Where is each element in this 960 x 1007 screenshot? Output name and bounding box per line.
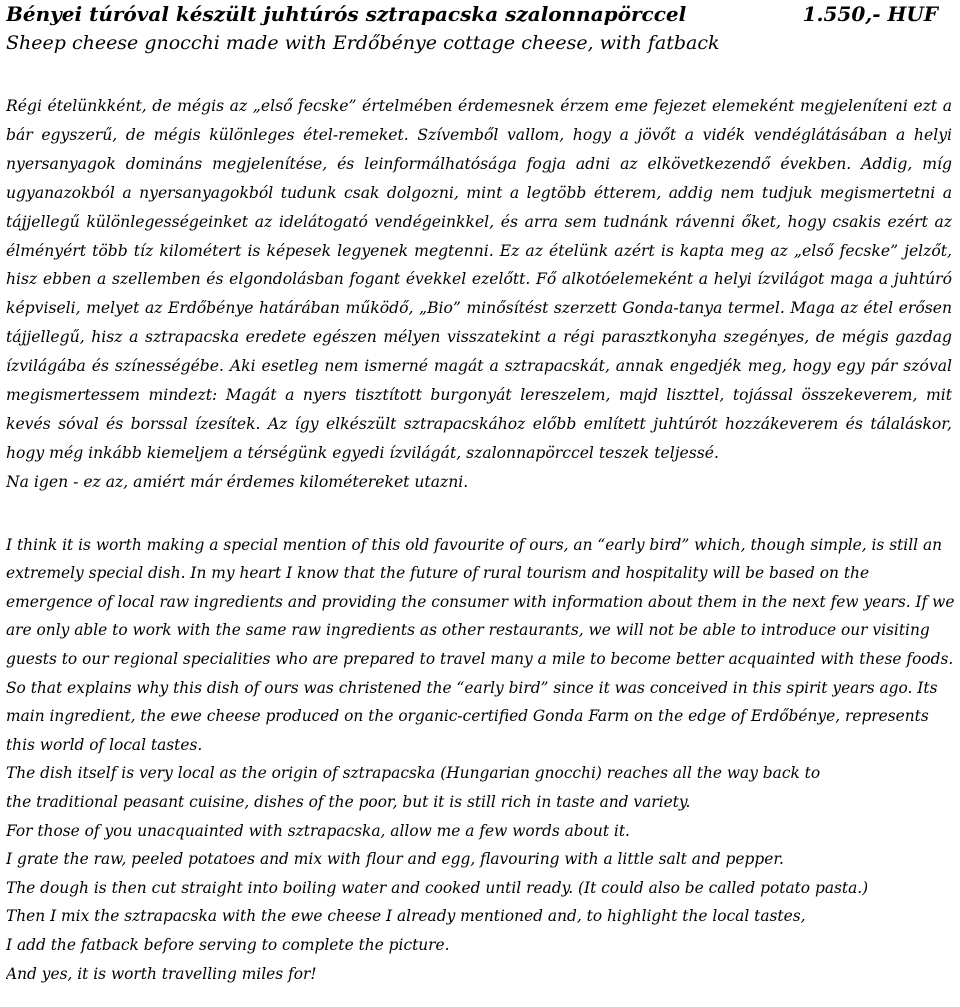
english-intro: I think it is worth making a special mention of this old favourite of ours, an “early bird” which, though simple, is still an extremely special dish. In my heart I know that the future of rural tourism and hospitality will be based on the emergence of local raw ingredients and providing the consumer with information about them in the next few years. If we are only able to work with the same raw ingredients as other restaurants, we will not be able to introduce our visiting guests to our regional specialities who are prepared to travel many a mile to become better acquainted with these foods. So that explains why this dish of ours was christened the “early bird” since it was conceived in this spirit years ago. Its main ingredient, the ewe cheese produced on the organic-certified Gonda Farm on the edge of Erdőbénye, represents this world of local tastes. — [6, 535, 955, 754]
english-line: Then I mix the sztrapacska with the ewe cheese I already mentioned and, to highlight the local tastes, — [6, 907, 806, 926]
english-line: The dough is then cut straight into boiling water and cooked until ready. (It could also be called potato pasta.) — [6, 878, 869, 897]
menu-page — [6, 0, 958, 1007]
english-closing: And yes, it is worth travelling miles for! — [6, 964, 317, 983]
dish-price: 1.550,- HUF — [802, 2, 938, 26]
dish-title-english: Sheep cheese gnocchi made with Erdőbénye cottage cheese, with fatback — [6, 32, 720, 54]
english-line: the traditional peasant cuisine, dishes of the poor, but it is still rich in taste and variety. — [6, 793, 691, 812]
english-line: The dish itself is very local as the origin of sztrapacska (Hungarian gnocchi) reaches all the way back to — [6, 764, 821, 783]
hungarian-body: Régi ételünkként, de mégis az „első fecske” értelmében érdemesnek érzem eme fejezet elemeként megjeleníteni ezt a bár egyszerű, de mégis különleges étel-remeket. Szívemből vallom, hogy a jövőt a vidék vendéglátásában a helyi nyersanyagok domináns megjelenítése, és leinformálhatósága fogja adni az elkövetkezendő években. Addig, míg ugyanazokból a nyersanyagokból tudunk csak dolgozni, mint a legtöbb étterem, addig nem tudjuk megismertetni a tájjellegű különlegességeinket az idelátogató vendégeinkkel, és arra sem tudnánk rávenni őket, hogy csakis ezért az élményért több tíz kilométert is képesek legyenek megtenni. Ez az ételünk azért is kapta meg az „első fecske” jelzőt, hisz ebben a szellemben és elgondolásban fogant évekkel ezelőtt. Fő alkotóelemeként a helyi ízvilágot maga a juhtúró képviseli, melyet az Erdőbénye határában működő, „Bio” minősítést szerzett Gonda-tanya termel. Maga az étel erősen tájjellegű, hisz a sztrapacska eredete egészen mélyen visszatekint a régi parasztkonyha szegényes, de mégis gazdag ízvilágába és színességébe. Aki esetleg nem ismerné magát a sztrapacskát, annak engedjék meg, hogy egy pár szóval megismertessem mindezt: Magát a nyers tisztított burgonyát lereszelem, majd liszttel, tojással összekeverem, mit kevés sóval és borssal ízesítek. Az így elkészült sztrapacskához előbb említett juhtúrót hozzákeverem és tálaláskor, hogy még inkább kiemeljem a térségünk egyedi ízvilágát, szalonnapörccel teszek teljessé. — [6, 97, 952, 462]
english-line: I add the fatback before serving to complete the picture. — [6, 936, 450, 954]
hungarian-description — [6, 92, 952, 497]
english-line: I grate the raw, peeled potatoes and mix with flour and egg, flavouring with a little salt and pepper. — [6, 850, 784, 869]
dish-title-hungarian: Bényei túróval készült juhtúrós sztrapacska szalonnapörccel — [6, 2, 687, 26]
menu-item-header — [6, 0, 958, 62]
english-line: For those of you unacquainted with sztrapacska, allow me a few words about it. — [6, 821, 630, 840]
english-description — [6, 531, 958, 989]
hungarian-closing: Na igen - ez az, amiért már érdemes kilométereket utazni. — [6, 472, 469, 491]
